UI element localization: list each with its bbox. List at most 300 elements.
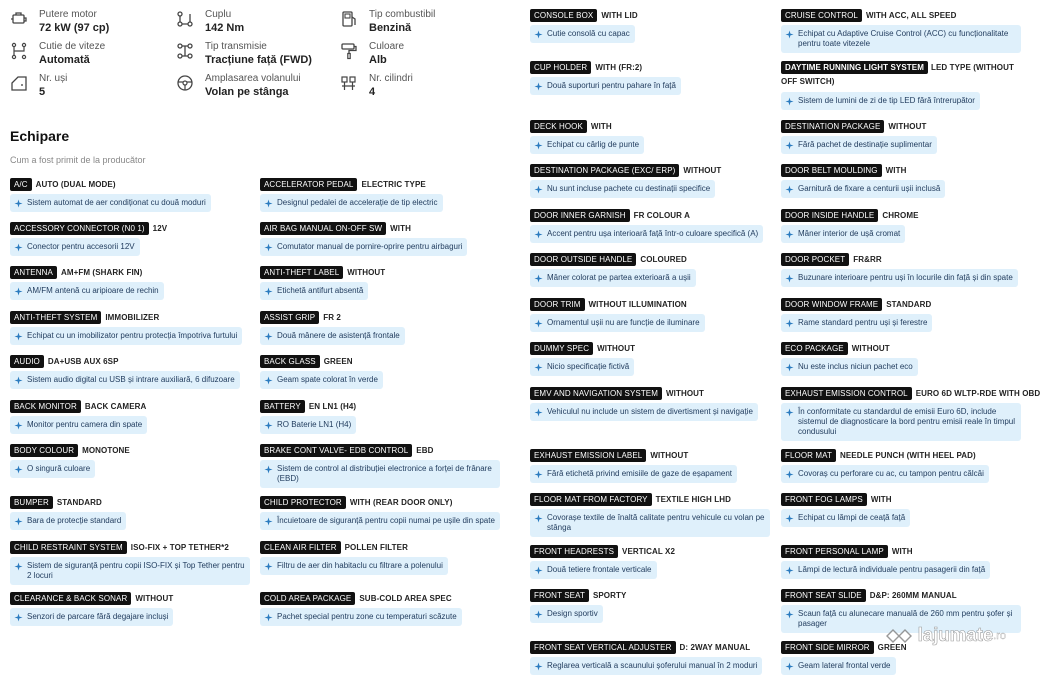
equipment-item <box>260 592 505 626</box>
door-icon <box>10 74 28 92</box>
equipment-item <box>530 387 775 421</box>
spec-label: Amplasarea volanului <box>205 73 301 84</box>
equipment-description <box>530 314 705 332</box>
sparkle-icon <box>534 514 543 523</box>
sparkle-icon <box>264 517 273 526</box>
cylinders-icon <box>340 74 358 92</box>
sparkle-icon <box>264 613 273 622</box>
equipment-tag: FRONT SEAT VERTICAL ADJUSTER <box>530 641 676 654</box>
sparkle-icon <box>264 465 273 474</box>
spec-colour <box>340 39 505 69</box>
equipment-description-text: Două mânere de asistență frontale <box>277 331 400 340</box>
sparkle-icon <box>534 30 543 39</box>
equipment-description-text: Geam spate colorat în verde <box>277 375 378 384</box>
equipment-description-text: Design sportiv <box>547 609 598 618</box>
equipment-description-text: Nu este inclus niciun pachet eco <box>798 362 913 371</box>
spec-value: 72 kW (97 cp) <box>39 22 110 34</box>
equipment-description <box>260 371 383 389</box>
equipment-description-text: Mâner colorat pe partea exterioară a ușii <box>547 273 691 282</box>
equipment-description-text: Ornamentul ușii nu are funcție de iluminare <box>547 318 700 327</box>
equipment-item <box>781 298 1026 332</box>
spec-power <box>10 7 175 37</box>
equipment-tag: FRONT SEAT SLIDE <box>781 589 866 602</box>
equipment-description <box>781 136 937 154</box>
equipment-item <box>530 641 775 675</box>
sparkle-icon <box>14 421 23 430</box>
equipment-tag: AIR BAG MANUAL ON-OFF SW <box>260 222 386 235</box>
equipment-description-text: Garnitură de fixare a centurii ușii inclusă <box>798 184 941 193</box>
equipment-description-text: În conformitate cu standardul de emisii Euro 6D, include sistemul de diagnosticare la bord pentru emisii reale în timpul condusului <box>798 407 1015 436</box>
equipment-item <box>10 541 255 585</box>
equipment-description <box>781 269 1018 287</box>
equipment-value: STANDARD <box>886 300 932 309</box>
equipment-description <box>530 605 603 623</box>
equipment-tag: DOOR TRIM <box>530 298 585 311</box>
sparkle-icon <box>785 610 794 619</box>
spec-label: Cuplu <box>205 9 232 20</box>
equipment-description-text: Conector pentru accesorii 12V <box>27 242 135 251</box>
equipment-description <box>10 512 126 530</box>
spec-label: Nr. cilindri <box>369 73 413 84</box>
equipment-tag: DUMMY SPEC <box>530 342 593 355</box>
equipment-tag: DESTINATION PACKAGE (EXC/ ERP) <box>530 164 679 177</box>
sparkle-icon <box>534 662 543 671</box>
equipment-description-text: Reglarea verticală a scaunului șoferului manual în 2 moduri <box>547 661 758 670</box>
equipment-description <box>260 327 405 345</box>
equipment-value: IMMOBILIZER <box>105 313 160 322</box>
equipment-value: COLOURED <box>640 255 687 264</box>
equipment-description-text: Echipat cu lămpi de ceață față <box>798 513 906 522</box>
spec-torque <box>176 7 341 37</box>
equipment-description <box>260 557 448 575</box>
equipment-description-text: Pachet special pentru zone cu temperaturi scăzute <box>277 612 457 621</box>
equipment-value: WITH <box>870 495 892 504</box>
sparkle-icon <box>785 185 794 194</box>
sparkle-icon <box>534 141 543 150</box>
equipment-description <box>260 282 368 300</box>
equipment-description <box>781 25 1021 53</box>
equipment-value: EURO 6D WLTP-RDE WITH OBD <box>915 389 1040 398</box>
sparkle-icon <box>14 376 23 385</box>
equipment-description-text: Echipat cu cârlig de punte <box>547 140 640 149</box>
equipment-tag: DAYTIME RUNNING LIGHT SYSTEM <box>781 61 928 74</box>
sparkle-icon <box>785 566 794 575</box>
sparkle-icon <box>785 662 794 671</box>
sparkle-icon <box>14 613 23 622</box>
equipment-description <box>530 180 715 198</box>
fuel-icon <box>340 10 358 28</box>
equipment-tag: BODY COLOUR <box>10 444 78 457</box>
equipment-item <box>781 61 1026 110</box>
equipment-tag: DECK HOOK <box>530 120 587 133</box>
equipment-value: WITHOUT <box>851 344 890 353</box>
equipment-description-text: Senzori de parcare fără degajare incluși <box>27 612 169 621</box>
equipment-description <box>530 136 644 154</box>
sparkle-icon <box>264 199 273 208</box>
watermark-suffix: .ro <box>993 630 1006 642</box>
equipment-description <box>781 314 932 332</box>
equipment-description-text: RO Baterie LN1 (H4) <box>277 420 352 429</box>
equipment-tag: EXHAUST EMISSION LABEL <box>530 449 646 462</box>
equipment-value: FR 2 <box>323 313 341 322</box>
sparkle-icon <box>14 562 23 571</box>
watermark-logo-icon <box>884 626 914 646</box>
equipment-tag: ANTENNA <box>10 266 57 279</box>
equipment-description-text: Echipat cu Adaptive Cruise Control (ACC) cu funcționalitate pentru toate vitezele <box>798 29 1009 48</box>
equipment-tag: ACCELERATOR PEDAL <box>260 178 357 191</box>
equipment-value: SUB-COLD AREA SPEC <box>359 594 452 603</box>
equipment-item <box>10 311 255 345</box>
equipment-description-text: Sistem audio digital cu USB și intrare auxiliară, 6 difuzoare <box>27 375 235 384</box>
equipment-tag: FRONT SEAT <box>530 589 589 602</box>
equipment-tag: DESTINATION PACKAGE <box>781 120 884 133</box>
equipment-tag: DOOR INSIDE HANDLE <box>781 209 878 222</box>
equipment-value: WITH <box>891 547 913 556</box>
equipment-description-text: Două suporturi pentru pahare în față <box>547 81 676 90</box>
equipment-description <box>10 327 242 345</box>
equipment-value: WITHOUT <box>597 344 636 353</box>
sparkle-icon <box>14 332 23 341</box>
equipment-tag: AUDIO <box>10 355 44 368</box>
sparkle-icon <box>14 243 23 252</box>
equipment-tag: ECO PACKAGE <box>781 342 848 355</box>
sparkle-icon <box>14 465 23 474</box>
equipment-item <box>781 120 1026 154</box>
equipment-description-text: Comutator manual de pornire-oprire pentru airbaguri <box>277 242 463 251</box>
equipment-tag: BUMPER <box>10 496 53 509</box>
equipment-item <box>10 444 255 478</box>
equipment-value: MONOTONE <box>82 446 130 455</box>
equipment-item <box>530 589 775 623</box>
equipment-tag: FRONT SIDE MIRROR <box>781 641 874 654</box>
equipment-description-text: Nu sunt incluse pachete cu destinații specifice <box>547 184 711 193</box>
equipment-description-text: Încuietoare de siguranță pentru copii numai pe ușile din spate <box>277 516 495 525</box>
equipment-description <box>530 465 737 483</box>
equipment-value: WITHOUT <box>650 451 689 460</box>
spec-value: Volan pe stânga <box>205 86 289 98</box>
equipment-value: WITH LID <box>601 11 638 20</box>
equipment-description <box>260 194 443 212</box>
equipment-title: Echipare <box>10 128 70 144</box>
equipment-description-text: Fără pachet de destinație suplimentar <box>798 140 932 149</box>
equipment-item <box>530 164 775 198</box>
equipment-item <box>10 592 255 626</box>
equipment-description <box>10 416 147 434</box>
equipment-description-text: Echipat cu un imobilizator pentru protecția împotriva furtului <box>27 331 238 340</box>
equipment-tag: DOOR INNER GARNISH <box>530 209 630 222</box>
equipment-item <box>10 178 255 212</box>
sparkle-icon <box>534 363 543 372</box>
equipment-description <box>530 77 681 95</box>
equipment-description-text: AM/FM antenă cu aripioare de rechin <box>27 286 159 295</box>
equipment-tag: BATTERY <box>260 400 305 413</box>
equipment-tag: FRONT FOG LAMPS <box>781 493 867 506</box>
equipment-tag: DOOR POCKET <box>781 253 849 266</box>
equipment-tag: CUP HOLDER <box>530 61 591 74</box>
equipment-item <box>781 164 1026 198</box>
equipment-description <box>260 460 500 488</box>
equipment-item <box>10 355 255 389</box>
equipment-value: BACK CAMERA <box>84 402 147 411</box>
equipment-item <box>530 342 775 376</box>
sparkle-icon <box>534 185 543 194</box>
equipment-value: WITHOUT <box>683 166 722 175</box>
equipment-value: EBD <box>416 446 434 455</box>
equipment-tag: DOOR BELT MOULDING <box>781 164 882 177</box>
equipment-description <box>10 282 164 300</box>
equipment-description-text: Lămpi de lectură individuale pentru pasagerii din față <box>798 565 986 574</box>
spec-doors <box>10 71 175 101</box>
sparkle-icon <box>264 332 273 341</box>
equipment-item <box>781 545 1026 579</box>
sparkle-icon <box>14 199 23 208</box>
equipment-item <box>10 400 255 434</box>
sparkle-icon <box>534 274 543 283</box>
equipment-tag: COLD AREA PACKAGE <box>260 592 355 605</box>
equipment-description <box>530 358 634 376</box>
equipment-description-text: Bara de protecție standard <box>27 516 122 525</box>
equipment-value: D: 2WAY MANUAL <box>679 643 751 652</box>
sparkle-icon <box>534 319 543 328</box>
spec-value: Alb <box>369 54 387 66</box>
equipment-description <box>10 608 173 626</box>
equipment-item <box>781 9 1026 53</box>
spec-value: 5 <box>39 86 46 98</box>
equipment-item <box>781 387 1040 441</box>
equipment-description <box>781 358 918 376</box>
equipment-value: AM+FM (SHARK FIN) <box>60 268 143 277</box>
equipment-description-text: Fără etichetă privind emisiile de gaze de eșapament <box>547 469 732 478</box>
equipment-value: WITHOUT <box>135 594 174 603</box>
equipment-description-text: Scaun față cu alunecare manuală de 260 mm pentru șofer și pasager <box>798 609 1013 628</box>
equipment-value: WITHOUT <box>666 389 705 398</box>
equipment-description-text: Etichetă antifurt absentă <box>277 286 364 295</box>
watermark <box>884 625 1006 647</box>
equipment-tag: BACK MONITOR <box>10 400 81 413</box>
sparkle-icon <box>534 470 543 479</box>
equipment-item <box>260 355 505 389</box>
equipment-item <box>260 400 505 434</box>
spec-label: Tip transmisie <box>205 41 267 52</box>
equipment-value: TEXTILE HIGH LHD <box>655 495 732 504</box>
equipment-description <box>781 225 905 243</box>
equipment-item <box>530 61 775 95</box>
equipment-description-text: Geam lateral frontal verde <box>798 661 891 670</box>
spec-value: Benzină <box>369 22 412 34</box>
sparkle-icon <box>14 287 23 296</box>
equipment-item <box>530 209 775 243</box>
equipment-tag: EXHAUST EMISSION CONTROL <box>781 387 912 400</box>
equipment-description <box>530 657 762 675</box>
equipment-value: 12V <box>152 224 168 233</box>
equipment-description <box>10 194 211 212</box>
equipment-item <box>781 209 1026 243</box>
equipment-description-text: Rame standard pentru uși și ferestre <box>798 318 928 327</box>
equipment-tag: ANTI-THEFT SYSTEM <box>10 311 101 324</box>
sparkle-icon <box>264 376 273 385</box>
equipment-description <box>530 225 763 243</box>
equipment-tag: CLEAN AIR FILTER <box>260 541 341 554</box>
equipment-item <box>260 222 505 256</box>
equipment-description-text: O singură culoare <box>27 464 91 473</box>
equipment-value: ELECTRIC TYPE <box>361 180 426 189</box>
spec-label: Culoare <box>369 41 405 52</box>
equipment-value: GREEN <box>877 643 907 652</box>
equipment-tag: CHILD PROTECTOR <box>260 496 346 509</box>
spec-drivetrain <box>176 39 341 69</box>
equipment-tag: FLOOR MAT <box>781 449 836 462</box>
equipment-item <box>260 266 505 300</box>
equipment-value: WITHOUT ILLUMINATION <box>588 300 687 309</box>
equipment-description <box>781 403 1021 441</box>
spec-cylinders <box>340 71 505 101</box>
equipment-value: FR&RR <box>853 255 882 264</box>
equipment-description <box>530 269 696 287</box>
equipment-value: WITH <box>390 224 411 233</box>
equipment-value: WITHOUT <box>347 268 386 277</box>
sparkle-icon <box>534 230 543 239</box>
equipment-value: VERTICAL X2 <box>622 547 675 556</box>
equipment-description-text: Accent pentru ușa interioară față într-o culoare specifică (A) <box>547 229 759 238</box>
sparkle-icon <box>534 408 543 417</box>
sparkle-icon <box>785 470 794 479</box>
equipment-description-text: Sistem de lumini de zi de tip LED fără întrerupător <box>798 96 975 105</box>
sparkle-icon <box>534 566 543 575</box>
equipment-value: NEEDLE PUNCH (WITH HEEL PAD) <box>839 451 976 460</box>
equipment-value: LED TYPE (WITHOUT OFF SWITCH) <box>781 63 1014 86</box>
equipment-value: WITH ACC, ALL SPEED <box>865 11 957 20</box>
equipment-description <box>530 509 770 537</box>
equipment-item <box>260 496 505 530</box>
equipment-tag: EMV AND NAVIGATION SYSTEM <box>530 387 662 400</box>
equipment-description <box>530 403 758 421</box>
equipment-tag: BACK GLASS <box>260 355 320 368</box>
spec-value: Automată <box>39 54 90 66</box>
equipment-tag: ASSIST GRIP <box>260 311 319 324</box>
spec-label: Tip combustibil <box>369 9 436 20</box>
equipment-value: GREEN <box>323 357 353 366</box>
torque-icon <box>176 10 194 28</box>
equipment-tag: A/C <box>10 178 32 191</box>
equipment-item <box>530 9 775 43</box>
equipment-value: FR COLOUR A <box>633 211 690 220</box>
equipment-description <box>781 657 896 675</box>
equipment-description <box>260 238 467 256</box>
equipment-tag: CRUISE CONTROL <box>781 9 862 22</box>
equipment-item <box>260 178 505 212</box>
spec-value: 142 Nm <box>205 22 245 34</box>
equipment-description <box>10 557 250 585</box>
equipment-item <box>781 493 1026 527</box>
equipment-description-text: Vehiculul nu include un sistem de divertisment și navigație <box>547 407 753 416</box>
equipment-description-text: Buzunare interioare pentru uși în locurile din față și din spate <box>798 273 1013 282</box>
equipment-description-text: Sistem automat de aer condiționat cu două moduri <box>27 198 206 207</box>
equipment-item <box>530 253 775 287</box>
equipment-value: D&P: 260MM MANUAL <box>869 591 957 600</box>
sparkle-icon <box>785 230 794 239</box>
equipment-description-text: Mâner interior de ușă cromat <box>798 229 901 238</box>
equipment-description-text: Designul pedalei de accelerație de tip electric <box>277 198 438 207</box>
equipment-value: WITHOUT <box>888 122 927 131</box>
equipment-description <box>530 561 657 579</box>
equipment-item <box>260 541 505 575</box>
sparkle-icon <box>534 82 543 91</box>
spec-value: 4 <box>369 86 376 98</box>
equipment-description-text: Filtru de aer din habitaclu cu filtrare a polenului <box>277 561 443 570</box>
sparkle-icon <box>264 421 273 430</box>
equipment-description <box>530 25 635 43</box>
sparkle-icon <box>264 562 273 571</box>
equipment-tag: ACCESSORY CONNECTOR (N0 1) <box>10 222 149 235</box>
equipment-item <box>10 496 255 530</box>
sparkle-icon <box>785 274 794 283</box>
engine-icon <box>10 10 28 28</box>
equipment-description <box>781 180 945 198</box>
equipment-value: WITH (FR:2) <box>595 63 643 72</box>
equipment-value: AUTO (DUAL MODE) <box>35 180 116 189</box>
equipment-description <box>10 238 140 256</box>
equipment-item <box>781 253 1026 287</box>
equipment-value: DA+USB AUX 6SP <box>47 357 119 366</box>
equipment-value: POLLEN FILTER <box>344 543 408 552</box>
equipment-item <box>781 342 1026 376</box>
gearbox-icon <box>10 42 28 60</box>
equipment-value: CHROME <box>882 211 919 220</box>
sparkle-icon <box>785 30 794 39</box>
equipment-item <box>781 449 1026 483</box>
sparkle-icon <box>264 287 273 296</box>
equipment-value: ISO-FIX + TOP TETHER*2 <box>130 543 229 552</box>
equipment-description-text: Nicio specificație fictivă <box>547 362 630 371</box>
sparkle-icon <box>14 517 23 526</box>
sparkle-icon <box>785 97 794 106</box>
watermark-text: lajumate <box>917 625 994 646</box>
equipment-item <box>530 120 775 154</box>
equipment-description <box>260 608 462 626</box>
equipment-description-text: Două tetiere frontale verticale <box>547 565 652 574</box>
sparkle-icon <box>785 408 794 417</box>
equipment-value: WITH <box>590 122 612 131</box>
equipment-tag: DOOR WINDOW FRAME <box>781 298 882 311</box>
equipment-description-text: Covoraș cu perforare cu ac, cu tampon pentru călcâi <box>798 469 984 478</box>
equipment-subtitle: Cum a fost primit de la producător <box>10 155 146 165</box>
equipment-description <box>10 460 95 478</box>
equipment-value: SPORTY <box>592 591 627 600</box>
equipment-description <box>781 509 910 527</box>
equipment-tag: FLOOR MAT FROM FACTORY <box>530 493 652 506</box>
equipment-item <box>530 449 775 483</box>
equipment-description <box>10 371 240 389</box>
equipment-item <box>260 311 505 345</box>
equipment-value: WITH <box>885 166 907 175</box>
equipment-description-text: Cutie consolă cu capac <box>547 29 630 38</box>
equipment-tag: BRAKE CONT VALVE- EDB CONTROL <box>260 444 412 457</box>
equipment-description-text: Monitor pentru camera din spate <box>27 420 143 429</box>
equipment-tag: DOOR OUTSIDE HANDLE <box>530 253 636 266</box>
spec-value: Tracțiune față (FWD) <box>205 54 312 66</box>
equipment-description-text: Sistem de siguranță pentru copii ISO-FIX și Top Tether pentru 2 locuri <box>27 561 245 580</box>
equipment-item <box>10 266 255 300</box>
equipment-tag: CONSOLE BOX <box>530 9 597 22</box>
equipment-item <box>260 444 505 488</box>
sparkle-icon <box>264 243 273 252</box>
equipment-item <box>530 493 775 537</box>
sparkle-icon <box>785 141 794 150</box>
equipment-value: WITH (REAR DOOR ONLY) <box>349 498 453 507</box>
equipment-item <box>530 298 775 332</box>
steering-wheel-icon <box>176 74 194 92</box>
equipment-description <box>260 416 356 434</box>
